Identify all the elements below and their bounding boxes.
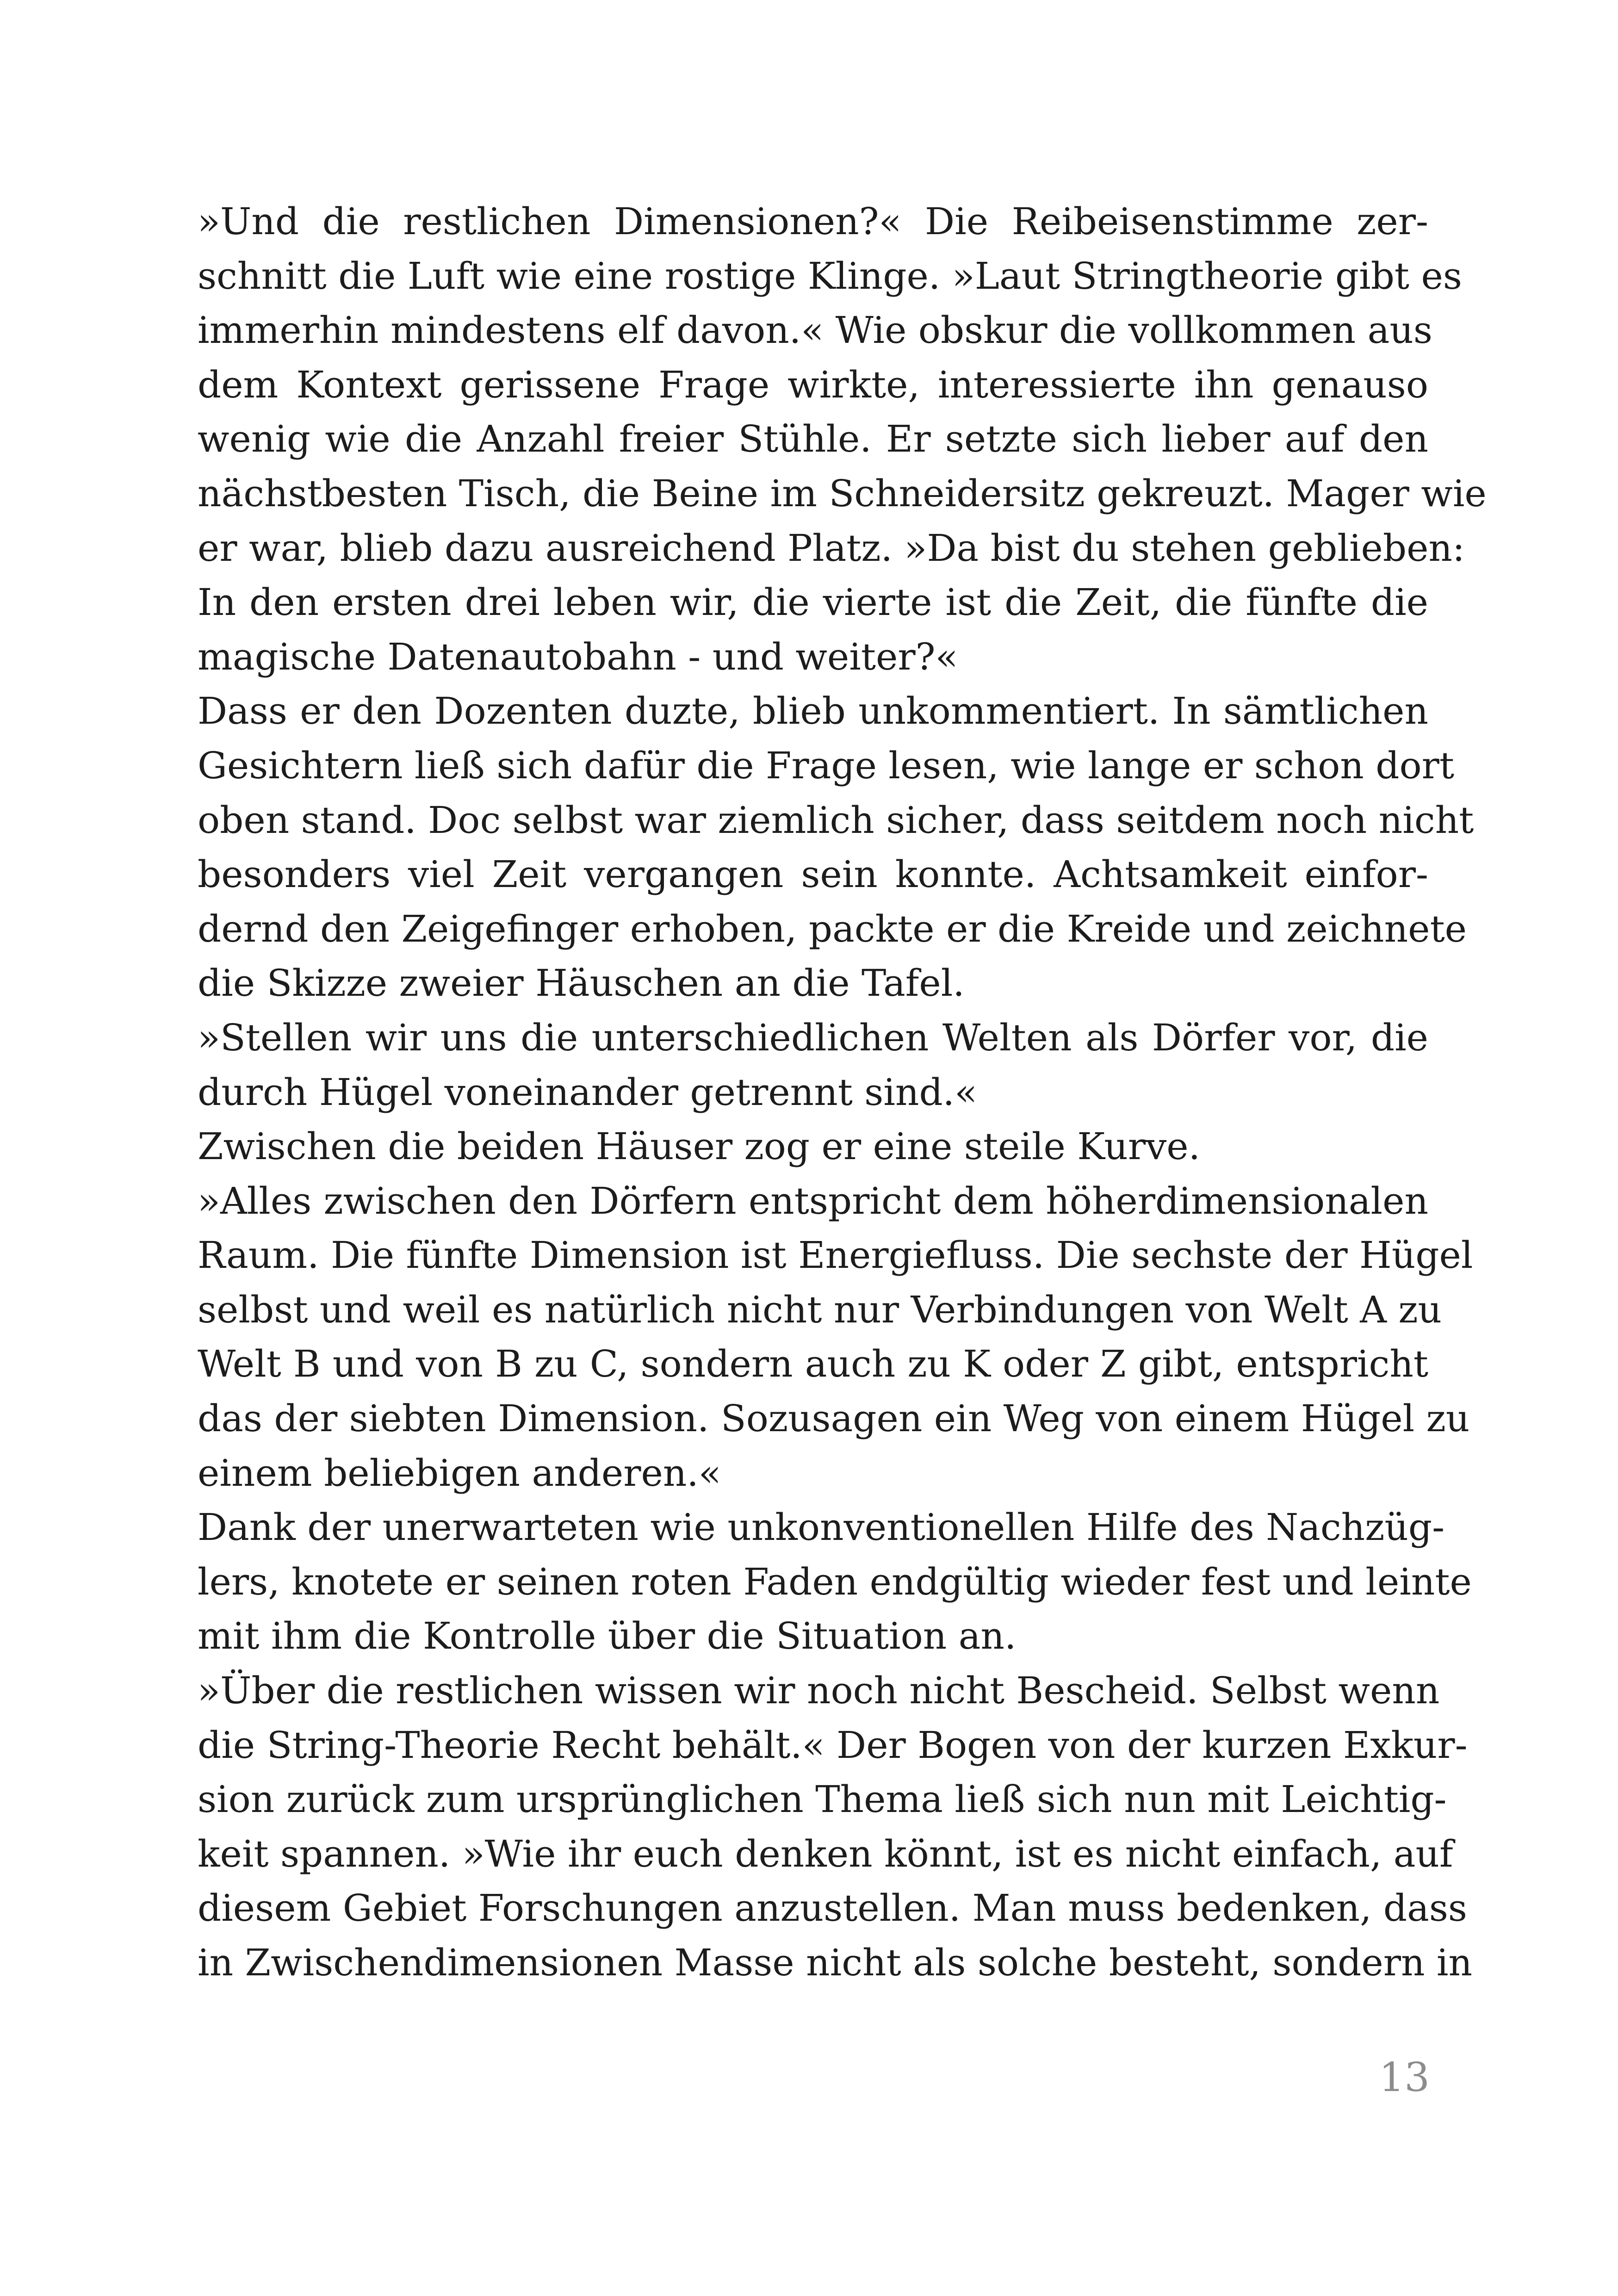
text-line: mit ihm die Kontrolle über die Situation an.	[198, 1614, 1017, 1658]
text-line: das der siebten Dimension. Sozusagen ein Weg von einem Hügel zu	[198, 1397, 1470, 1440]
text-line: lers, knotete er seinen roten Faden endgültig wieder fest und leinte	[198, 1560, 1472, 1603]
text-line: diesem Gebiet Forschungen anzustellen. Man muss bedenken, dass	[198, 1886, 1467, 1930]
text-line: die String-Theorie Recht behält.« Der Bogen von der kurzen Exkur-	[198, 1723, 1468, 1767]
page-number: 13	[1379, 2054, 1430, 2101]
text-line: Gesichtern ließ sich dafür die Frage lesen, wie lange er schon dort	[198, 744, 1455, 787]
text-line: oben stand. Doc selbst war ziemlich sicher, dass seitdem noch nicht	[198, 798, 1474, 842]
text-line: magische Datenautobahn - und weiter?«	[198, 635, 958, 678]
text-line: nächstbesten Tisch, die Beine im Schneidersitz gekreuzt. Mager wie	[198, 472, 1487, 515]
text-line: Dank der unerwarteten wie unkonventionellen Hilfe des Nachzüg-	[198, 1506, 1445, 1549]
text-line: besonders viel Zeit vergangen sein konnte. Achtsamkeit einfor-	[198, 853, 1428, 896]
text-line: »Stellen wir uns die unterschiedlichen Welten als Dörfer vor, die	[198, 1016, 1428, 1059]
text-line: dem Kontext gerissene Frage wirkte, interessierte ihn genauso	[198, 363, 1428, 406]
text-line: sion zurück zum ursprünglichen Thema ließ sich nun mit Leichtig-	[198, 1778, 1447, 1821]
text-line: in Zwischendimensionen Masse nicht als solche besteht, sondern in	[198, 1941, 1472, 1984]
text-line: schnitt die Luft wie eine rostige Klinge. »Laut Stringtheorie gibt es	[198, 254, 1462, 298]
text-line: »Alles zwischen den Dörfern entspricht dem höherdimensionalen	[198, 1179, 1428, 1222]
text-line: Welt B und von B zu C, sondern auch zu K oder Z gibt, entspricht	[198, 1342, 1428, 1386]
body-text	[198, 194, 1487, 1990]
text-line: »Und die restlichen Dimensionen?« Die Reibeisenstimme zer-	[198, 200, 1428, 243]
text-line: »Über die restlichen wissen wir noch nicht Bescheid. Selbst wenn	[198, 1669, 1440, 1713]
text-line: selbst und weil es natürlich nicht nur Verbindungen von Welt A zu	[198, 1288, 1442, 1331]
text-line: dernd den Zeigefinger erhoben, packte er die Kreide und zeichnete	[198, 907, 1467, 950]
text-line: durch Hügel voneinander getrennt sind.«	[198, 1070, 978, 1114]
text-line: In den ersten drei leben wir, die vierte ist die Zeit, die fünfte die	[198, 581, 1428, 624]
text-line: wenig wie die Anzahl freier Stühle. Er setzte sich lieber auf den	[198, 417, 1428, 461]
text-line: Raum. Die fünfte Dimension ist Energiefluss. Die sechste der Hügel	[198, 1234, 1473, 1277]
text-line: die Skizze zweier Häuschen an die Tafel.	[198, 962, 965, 1005]
text-line: immerhin mindestens elf davon.« Wie obskur die vollkommen aus	[198, 309, 1432, 352]
text-line: einem beliebigen anderen.«	[198, 1451, 721, 1495]
text-line: Zwischen die beiden Häuser zog er eine steile Kurve.	[198, 1125, 1201, 1168]
text-line: keit spannen. »Wie ihr euch denken könnt, ist es nicht einfach, auf	[198, 1832, 1453, 1875]
text-line: er war, blieb dazu ausreichend Platz. »Da bist du stehen geblieben:	[198, 526, 1465, 570]
text-line: Dass er den Dozenten duzte, blieb unkommentiert. In sämtlichen	[198, 689, 1428, 733]
